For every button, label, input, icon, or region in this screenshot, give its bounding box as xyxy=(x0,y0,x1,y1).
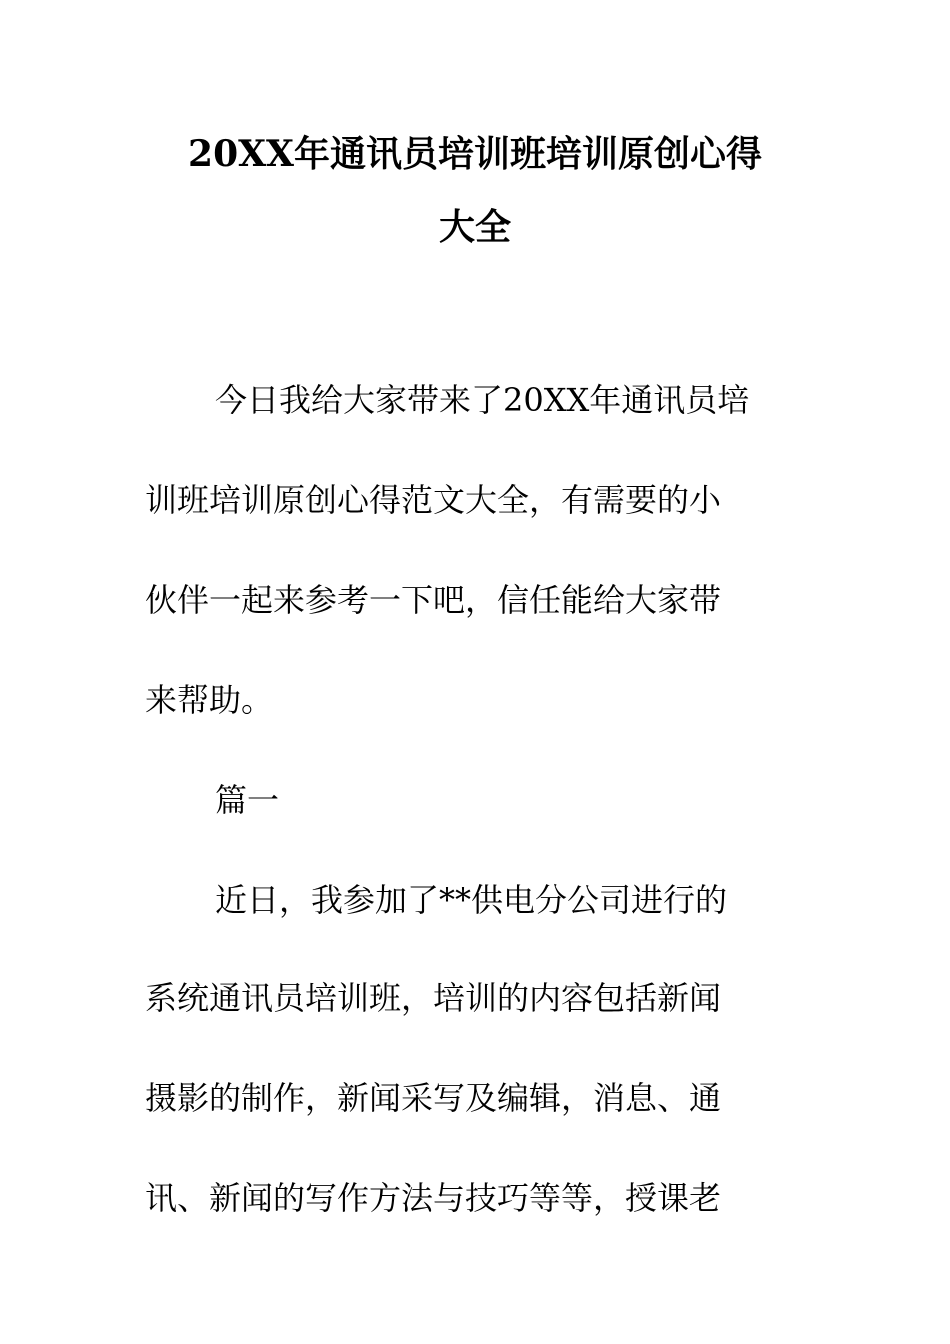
document-title-line-1: 20XX年通讯员培训班培训原创心得 xyxy=(188,133,762,175)
section-heading: 篇一 xyxy=(215,781,280,819)
paragraph-2-line-4: 讯、新闻的写作方法与技巧等等，授课老 xyxy=(145,1179,722,1217)
paragraph-1-line-3: 伙伴一起来参考一下吧，信任能给大家带 xyxy=(145,581,722,619)
paragraph-1-line-4: 来帮助。 xyxy=(145,681,274,719)
paragraph-1-line-2: 训班培训原创心得范文大全，有需要的小 xyxy=(145,481,722,519)
paragraph-2-line-1: 近日，我参加了**供电分公司进行的 xyxy=(215,881,728,919)
paragraph-2-line-3: 摄影的制作，新闻采写及编辑，消息、通 xyxy=(145,1079,722,1117)
document-title-line-2: 大全 xyxy=(438,206,511,248)
paragraph-2-line-2: 系统通讯员培训班，培训的内容包括新闻 xyxy=(145,979,722,1017)
paragraph-1-line-1: 今日我给大家带来了20XX年通讯员培 xyxy=(215,381,750,419)
